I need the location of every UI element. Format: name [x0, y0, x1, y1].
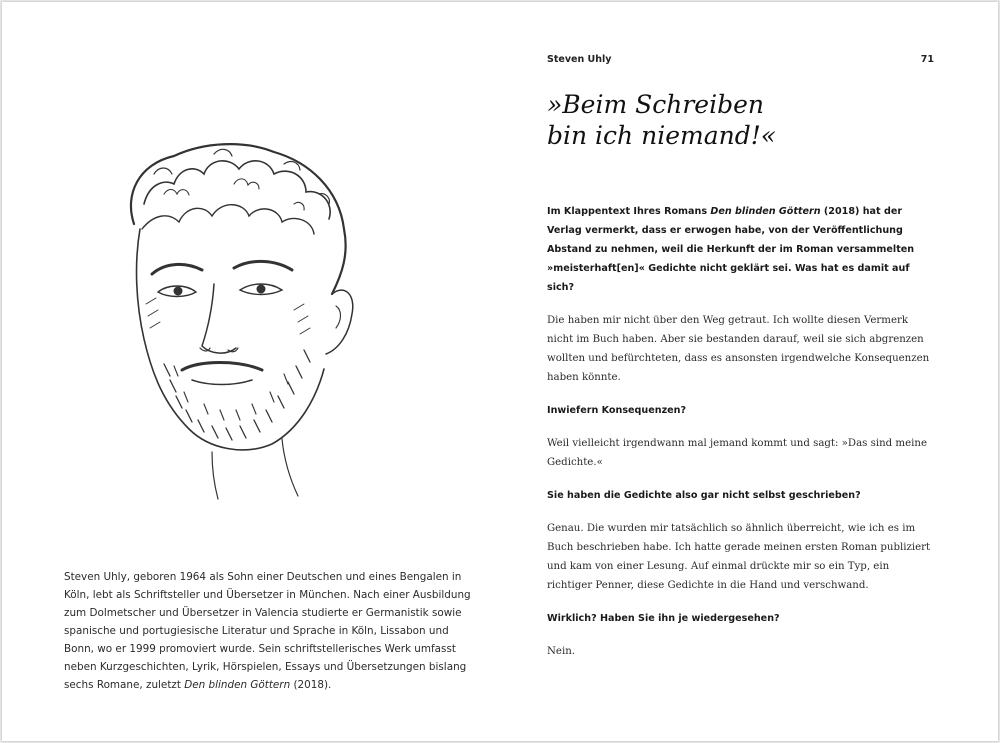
title-line-1: »Beim Schreiben [547, 90, 764, 119]
question-1 [547, 202, 937, 297]
interview-body [547, 202, 937, 675]
question-1-part2: (2018) hat der Verlag vermerkt, dass er erwogen habe, von der Veröffentlichung Abstand zu nehmen, weil die Herkunft der im Roman versammelten »meisterhaft[en]« Gedichte nicht geklärt sei. Was hat es damit auf sich? [547, 206, 915, 293]
answer-4: Nein. [547, 646, 576, 657]
question-2: Inwiefern Konsequenzen? [547, 405, 687, 416]
author-biography [64, 568, 474, 694]
portrait-illustration [94, 134, 364, 504]
interview-title [547, 89, 776, 151]
right-page [500, 2, 998, 741]
book-spread [2, 2, 998, 741]
answer-2: Weil vielleicht irgendwann mal jemand kommt und sagt: »Das sind meine Gedichte.« [547, 438, 927, 468]
running-head: Steven Uhly [547, 54, 612, 65]
page-number: 71 [920, 54, 934, 65]
question-3: Sie haben die Gedichte also gar nicht selbst geschrieben? [547, 490, 861, 501]
answer-3: Genau. Die wurden mir tatsächlich so ähnlich überreicht, wie ich es im Buch beschrieben habe. Ich hatte gerade meinen ersten Roman publiziert und kam von einer Lesung. Auf einmal drückte mir so ein Typ, ein richtiger Penner, diese Gedichte in die Hand und verschwand. [547, 523, 931, 591]
bio-book-title: Den blinden Göttern [184, 679, 291, 692]
bio-text-part2: (2018). [290, 679, 332, 692]
title-line-2: bin ich niemand!« [547, 121, 777, 150]
bio-text-part1: Steven Uhly, geboren 1964 als Sohn einer Deutschen und eines Bengalen in Köln, lebt als Schriftsteller und Übersetzer in München. Nach einer Ausbildung zum Dolmetscher und Übersetzer in Valencia studierte er Germanistik sowie spanische und portugiesische Literatur und Sprache in Köln, Lissabon und Bonn, wo er 1999 promoviert wurde. Sein schriftstellerisches Werk umfasst neben Kurzgeschichten, Lyrik, Hörspielen, Essays und Übersetzungen bislang sechs Romane, zuletzt [64, 571, 471, 692]
left-page [2, 2, 500, 741]
question-1-part1: Im Klappentext Ihres Romans [547, 206, 711, 217]
question-4: Wirklich? Haben Sie ihn je wiedergesehen? [547, 613, 780, 624]
question-1-book-title: Den blinden Göttern [710, 206, 821, 217]
answer-1: Die haben mir nicht über den Weg getraut. Ich wollte diesen Vermerk nicht im Buch haben. Aber sie bestanden darauf, weil sie sich abgrenzen wollten und befürchteten, dass es ansonsten irgendwelche Konsequenzen haben könnte. [547, 315, 930, 383]
